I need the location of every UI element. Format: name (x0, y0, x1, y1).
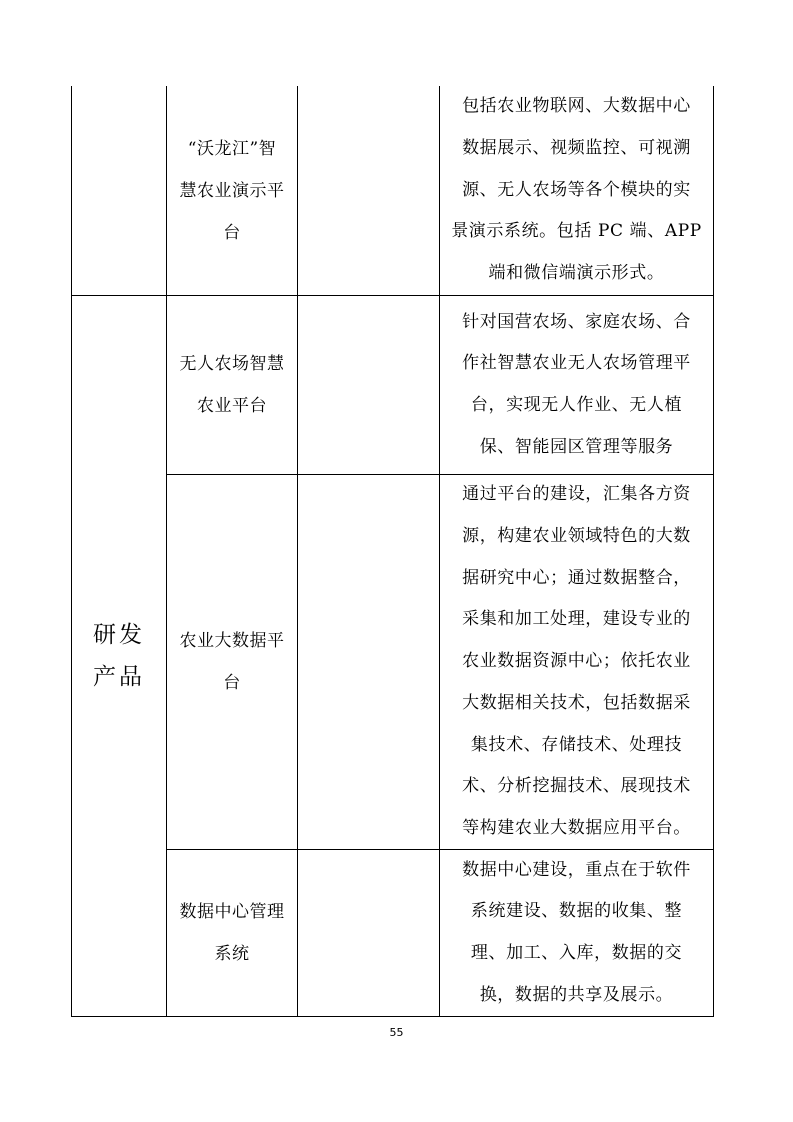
product-name: 系统 (214, 944, 250, 964)
product-description: 大数据相关技术，包括数据采 (462, 692, 691, 713)
product-name: “沃龙江”智 (187, 138, 277, 159)
product-description: 源、无人农场等各个模块的实 (462, 179, 691, 200)
product-description: 系统建设、数据的收集、整 (470, 901, 683, 922)
product-name: 台 (223, 673, 241, 693)
product-description: 理、加工、入库，数据的交 (470, 943, 683, 963)
category-label: 研发 (93, 622, 145, 648)
page-number: 55 (389, 1026, 404, 1039)
product-description: 通过平台的建设，汇集各方资 (462, 484, 691, 505)
product-name: 慧农业演示平 (179, 180, 285, 201)
product-description: 集技术、存储技术、处理技 (470, 734, 683, 755)
product-description: 作社智慧农业无人农场管理平 (462, 353, 691, 374)
product-name-cell (167, 850, 297, 1016)
product-description: 术、分析挖掘技术、展现技术 (462, 776, 691, 797)
column-divider-2 (297, 86, 298, 1017)
product-description-cell (440, 296, 713, 474)
product-description: 台，实现无人作业、无人植 (470, 395, 683, 415)
product-description: 源，构建农业领域特色的大数 (462, 526, 691, 547)
product-description: 包括农业物联网、大数据中心 (462, 96, 691, 117)
product-name-cell (167, 86, 297, 295)
product-description-cell (440, 850, 713, 1016)
product-description: 采集和加工处理，建设专业的 (462, 609, 691, 630)
product-name: 台 (223, 222, 241, 243)
product-name: 数据中心管理 (179, 902, 285, 922)
product-name: 无人农场智慧 (179, 354, 285, 374)
product-name-cell (167, 475, 297, 849)
product-description: 等构建农业大数据应用平台。 (462, 817, 691, 838)
product-description: 针对国营农场、家庭农场、合 (462, 311, 691, 332)
product-description: 保、智能园区管理等服务 (479, 436, 674, 457)
table-border-right (713, 86, 714, 1017)
product-name-cell (167, 296, 297, 474)
product-description: 数据中心建设，重点在于软件 (462, 859, 691, 880)
product-description: 据研究中心；通过数据整合， (462, 567, 691, 588)
product-name: 农业平台 (197, 396, 267, 416)
product-description-cell (440, 475, 713, 849)
product-description: 景演示系统。包括 PC 端、APP (451, 221, 702, 242)
product-description: 农业数据资源中心；依托农业 (462, 651, 691, 672)
product-name: 农业大数据平 (179, 631, 285, 651)
product-description: 换，数据的共享及展示。 (479, 984, 674, 1005)
category-cell (72, 296, 166, 1016)
category-label: 产品 (93, 664, 145, 690)
product-description-cell (440, 86, 713, 295)
product-description: 数据展示、视频监控、可视溯 (462, 137, 691, 158)
product-description: 端和微信端演示形式。 (488, 263, 665, 284)
